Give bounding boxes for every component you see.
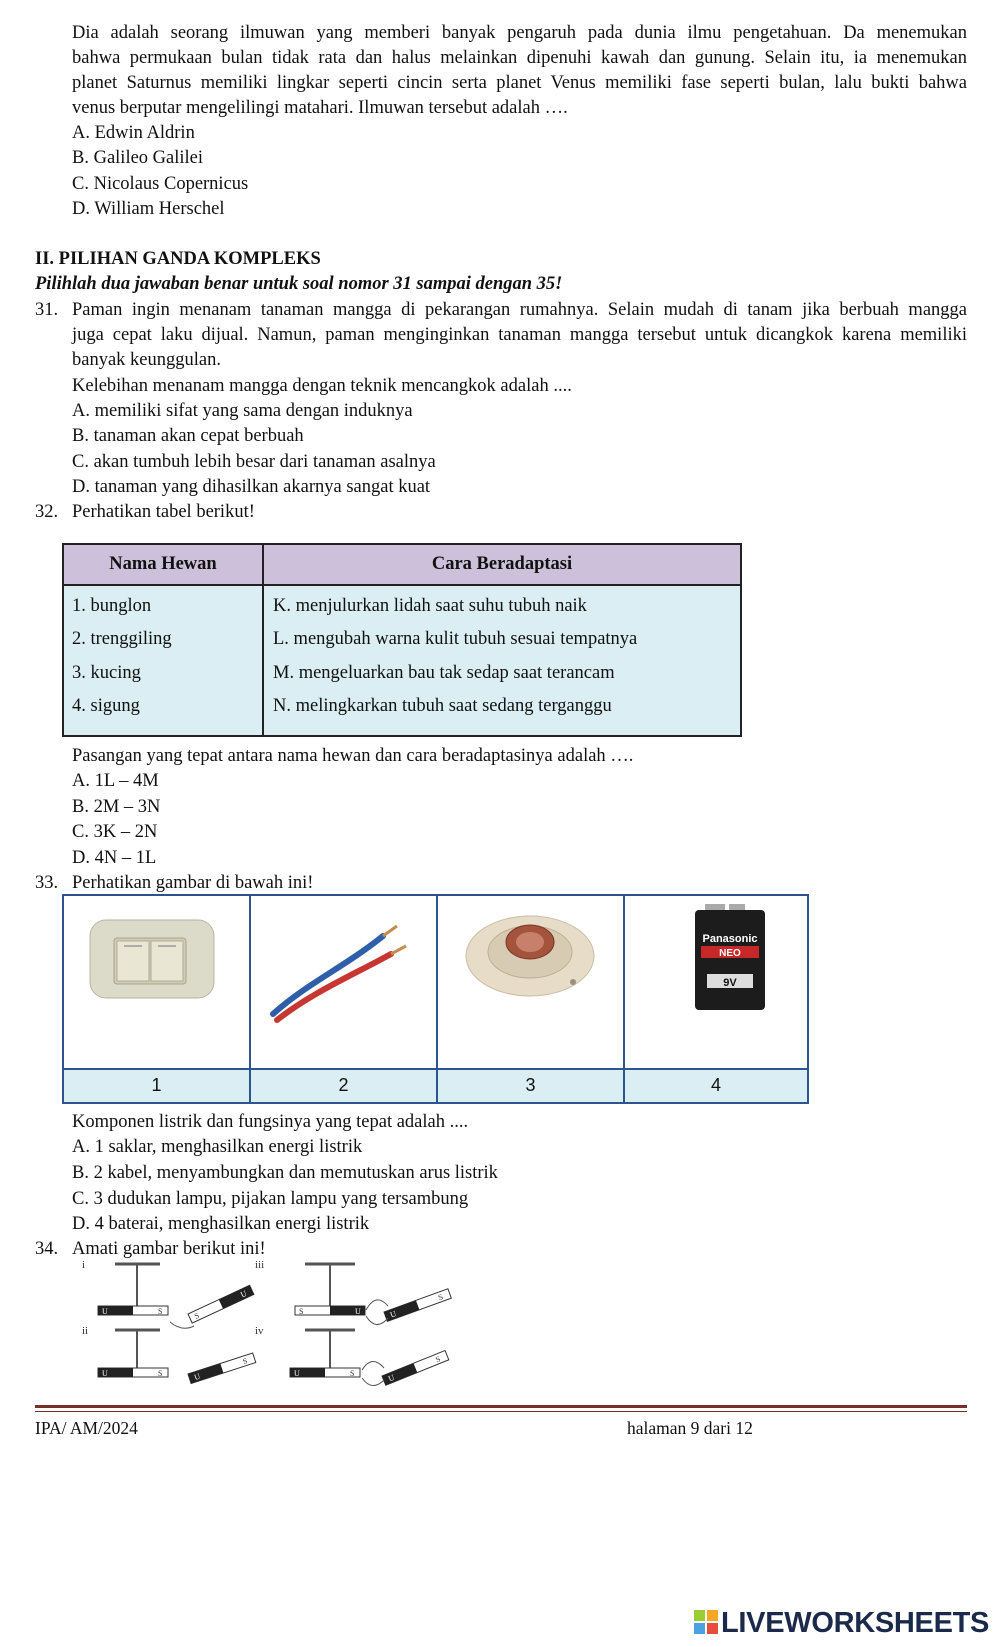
option-a[interactable]: A. memiliki sifat yang sama dengan induknya xyxy=(72,401,413,421)
svg-text:S: S xyxy=(350,1369,355,1378)
section-instruction: Pilihlah dua jawaban benar untuk soal nomor 31 sampai dengan 35! xyxy=(35,274,563,294)
battery-voltage: 9V xyxy=(723,977,737,989)
footer-rule xyxy=(35,1405,967,1408)
svg-text:S: S xyxy=(434,1354,442,1365)
question-stem: Perhatikan gambar di bawah ini! xyxy=(72,873,314,893)
option-a[interactable]: A. 1L – 4M xyxy=(72,771,159,791)
picture-label: 4 xyxy=(625,1068,807,1102)
table-cell-adaptation: K. menjulurkan lidah saat suhu tubuh naik xyxy=(273,596,587,616)
question-line: venus berputar mengelilingi matahari. Ilmuwan tersebut adalah …. xyxy=(72,98,568,118)
question-line: planet Saturnus memiliki lingkar seperti cincin serta planet Venus memiliki fase seperti bulan, lalu bukti bahwa xyxy=(72,73,967,93)
electric-components-table xyxy=(62,894,809,1104)
svg-text:U: U xyxy=(102,1369,108,1378)
question-number: 33. xyxy=(35,873,59,893)
svg-text:U: U xyxy=(193,1371,202,1382)
option-d[interactable]: D. tanaman yang dihasilkan akarnya sangat kuat xyxy=(72,477,431,497)
footer-rule xyxy=(35,1411,967,1412)
cable-image xyxy=(251,896,436,1066)
svg-text:U: U xyxy=(389,1309,398,1320)
question-number: 31. xyxy=(35,300,59,320)
option-c[interactable]: C. 3 dudukan lampu, pijakan lampu yang tersambung xyxy=(72,1189,469,1209)
option-c[interactable]: C. Nicolaus Copernicus xyxy=(72,174,249,194)
picture-cell xyxy=(625,896,807,1068)
option-d[interactable]: D. 4N – 1L xyxy=(72,848,157,868)
svg-text:U: U xyxy=(355,1307,361,1316)
liveworksheets-icon xyxy=(693,1609,719,1635)
question-line: Dia adalah seorang ilmuwan yang memberi banyak pengaruh pada dunia ilmu pengetahuan. Da menemukan xyxy=(72,23,967,43)
table-cell-adaptation: N. melingkarkan tubuh saat sedang terganggu xyxy=(273,696,612,716)
table-header-animal: Nama Hewan xyxy=(109,554,217,574)
question-number: 32. xyxy=(35,502,59,522)
svg-text:S: S xyxy=(192,1310,201,1321)
picture-cell xyxy=(251,896,438,1068)
option-c[interactable]: C. akan tumbuh lebih besar dari tanaman asalnya xyxy=(72,452,436,472)
battery-brand: Panasonic xyxy=(702,933,758,945)
option-b[interactable]: B. Galileo Galilei xyxy=(72,148,204,168)
picture-cell xyxy=(438,896,625,1068)
adaptation-table xyxy=(62,543,742,737)
table-cell-animal: 4. sigung xyxy=(72,696,140,716)
question-number: 34. xyxy=(35,1239,59,1259)
table-cell-animal: 1. bunglon xyxy=(72,596,152,616)
footer-left: IPA/ AM/2024 xyxy=(35,1418,138,1438)
table-cell-adaptation: M. mengeluarkan bau tak sedap saat terancam xyxy=(273,663,615,683)
option-b[interactable]: B. 2 kabel, menyambungkan dan memutuskan arus listrik xyxy=(72,1163,498,1183)
option-c[interactable]: C. 3K – 2N xyxy=(72,822,158,842)
lamp-holder-image xyxy=(438,896,623,1066)
svg-text:U: U xyxy=(294,1369,300,1378)
brand-name: LIVEWORKSHEETS xyxy=(721,1607,990,1639)
option-a[interactable]: A. Edwin Aldrin xyxy=(72,123,195,143)
section-title: II. PILIHAN GANDA KOMPLEKS xyxy=(35,249,321,269)
battery-image xyxy=(625,896,807,1066)
picture-cell xyxy=(64,896,251,1068)
table-cell-animal: 3. kucing xyxy=(72,663,141,683)
question-line: banyak keunggulan. xyxy=(72,350,221,370)
panel-label: ii xyxy=(82,1325,89,1337)
svg-text:S: S xyxy=(158,1369,163,1378)
light-switch-image xyxy=(64,896,249,1066)
svg-text:U: U xyxy=(239,1288,249,1300)
option-b[interactable]: B. 2M – 3N xyxy=(72,797,161,817)
footer-page-number: halaman 9 dari 12 xyxy=(627,1418,753,1438)
magnet-diagram xyxy=(70,1256,490,1396)
question-prompt: Pasangan yang tepat antara nama hewan dan cara beradaptasinya adalah …. xyxy=(72,746,634,766)
question-stem: Amati gambar berikut ini! xyxy=(72,1239,266,1259)
panel-label: i xyxy=(82,1259,86,1271)
option-d[interactable]: D. 4 baterai, menghasilkan energi listrik xyxy=(72,1214,370,1234)
liveworksheets-logo[interactable] xyxy=(693,1607,989,1641)
question-line: juga cepat laku dijual. Namun, paman menginginkan tanaman mangga tersebut untuk dicangkok karena memiliki xyxy=(72,325,967,345)
picture-label: 1 xyxy=(64,1068,251,1102)
option-a[interactable]: A. 1 saklar, menghasilkan energi listrik xyxy=(72,1137,363,1157)
battery-line: NEO xyxy=(719,948,741,959)
svg-text:U: U xyxy=(102,1307,108,1316)
option-b[interactable]: B. tanaman akan cepat berbuah xyxy=(72,426,304,446)
table-cell-animal: 2. trenggiling xyxy=(72,629,172,649)
question-line: bahwa permukaan bulan tidak rata dan halus melainkan dipenuhi kawah dan gunung. Selain itu, ia menemukan xyxy=(72,48,967,68)
svg-text:S: S xyxy=(158,1307,163,1316)
question-stem: Perhatikan tabel berikut! xyxy=(72,502,255,522)
svg-text:S: S xyxy=(436,1292,445,1303)
question-line: Paman ingin menanam tanaman mangga di pekarangan rumahnya. Selain mudah di tanam jika berbuah mangga xyxy=(72,300,967,320)
table-cell-adaptation: L. mengubah warna kulit tubuh sesuai tempatnya xyxy=(273,629,638,649)
panel-label: iii xyxy=(255,1259,265,1271)
picture-label: 2 xyxy=(251,1068,438,1102)
table-header-adaptation: Cara Beradaptasi xyxy=(431,554,573,574)
picture-label: 3 xyxy=(438,1068,625,1102)
svg-text:S: S xyxy=(299,1307,304,1316)
svg-text:U: U xyxy=(387,1372,396,1384)
panel-label: iv xyxy=(255,1325,264,1337)
option-d[interactable]: D. William Herschel xyxy=(72,199,225,219)
question-prompt: Komponen listrik dan fungsinya yang tepat adalah .... xyxy=(72,1112,469,1132)
question-prompt: Kelebihan menanam mangga dengan teknik mencangkok adalah .... xyxy=(72,376,572,396)
svg-text:S: S xyxy=(241,1356,249,1367)
